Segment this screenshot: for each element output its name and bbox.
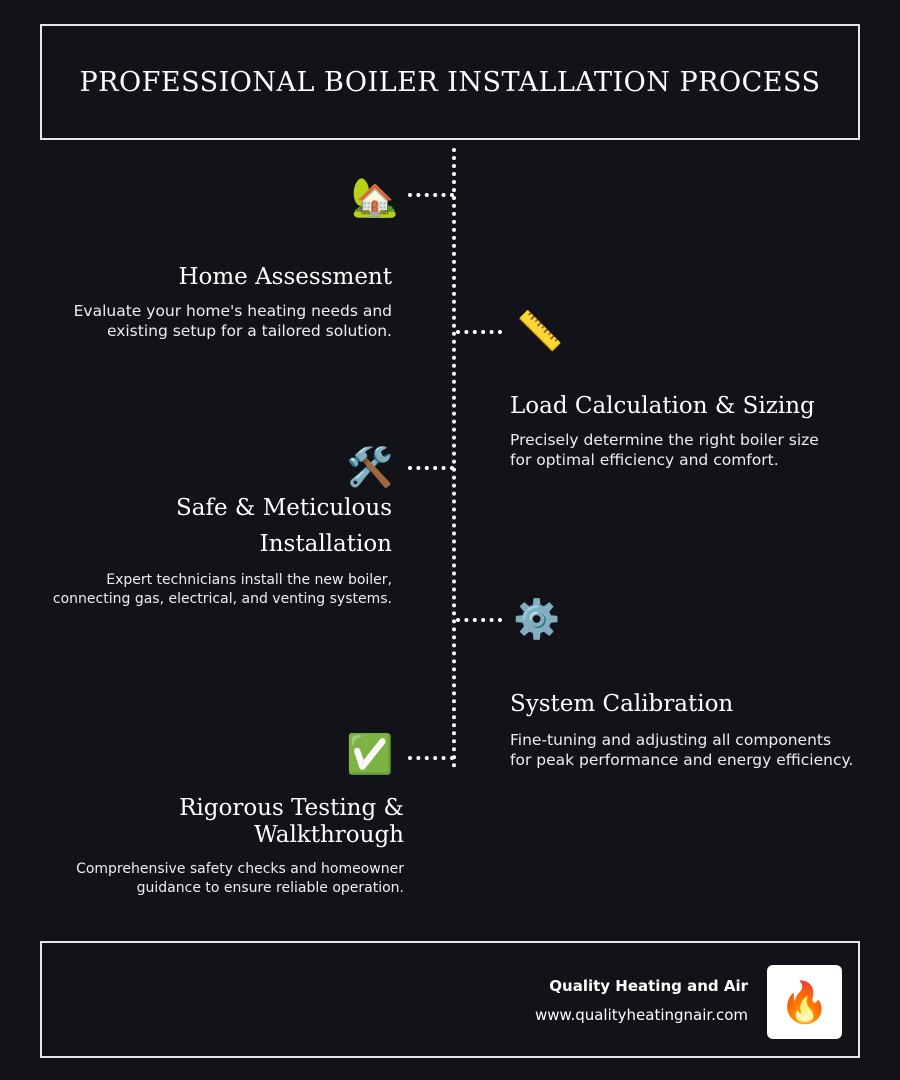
page-title: PROFESSIONAL BOILER INSTALLATION PROCESS bbox=[79, 66, 821, 98]
title-box bbox=[40, 24, 860, 140]
desc-line: for optimal efficiency and comfort. bbox=[510, 451, 779, 469]
title-line: Walkthrough bbox=[254, 822, 404, 848]
title-line: Installation bbox=[259, 531, 392, 557]
step-title bbox=[176, 490, 392, 562]
step-title: Home Assessment bbox=[178, 264, 392, 290]
company-name: Quality Heating and Air bbox=[549, 977, 748, 995]
desc-line: guidance to ensure reliable operation. bbox=[136, 880, 404, 896]
connector bbox=[408, 193, 454, 197]
desc-line: for peak performance and energy efficiency. bbox=[510, 751, 854, 769]
house-with-garden-icon: 🏡 bbox=[351, 175, 399, 219]
desc-line: Comprehensive safety checks and homeowner bbox=[76, 861, 404, 877]
step-description bbox=[510, 430, 819, 470]
connector bbox=[408, 466, 454, 470]
step-description bbox=[76, 860, 404, 898]
hammer-and-wrench-icon: 🛠️ bbox=[346, 445, 394, 489]
step-title: System Calibration bbox=[510, 691, 734, 717]
timeline-line bbox=[452, 148, 456, 768]
desc-line: Evaluate your home's heating needs and bbox=[73, 302, 392, 320]
step-description bbox=[53, 571, 392, 609]
title-line: Rigorous Testing & bbox=[179, 795, 404, 821]
connector bbox=[456, 330, 502, 334]
step-title: Load Calculation & Sizing bbox=[510, 393, 815, 419]
footer bbox=[40, 941, 860, 1058]
check-mark-icon: ✅ bbox=[346, 732, 394, 776]
website-link[interactable]: www.qualityheatingnair.com bbox=[535, 1006, 748, 1024]
desc-line: connecting gas, electrical, and venting systems. bbox=[52, 591, 392, 607]
desc-line: Precisely determine the right boiler size bbox=[510, 431, 819, 449]
desc-line: Expert technicians install the new boiler, bbox=[106, 572, 392, 588]
connector bbox=[456, 618, 502, 622]
desc-line: Fine-tuning and adjusting all components bbox=[510, 731, 832, 749]
ruler-icon: 📏 bbox=[516, 309, 564, 353]
desc-line: existing setup for a tailored solution. bbox=[106, 322, 392, 340]
gear-icon: ⚙️ bbox=[513, 597, 561, 641]
connector bbox=[408, 756, 454, 760]
title-line: Safe & Meticulous bbox=[176, 495, 392, 521]
flame-logo-icon: 🔥 bbox=[779, 979, 830, 1026]
step-description bbox=[74, 301, 392, 341]
step-title bbox=[179, 795, 404, 849]
company-logo bbox=[767, 965, 842, 1039]
step-description bbox=[510, 730, 853, 770]
